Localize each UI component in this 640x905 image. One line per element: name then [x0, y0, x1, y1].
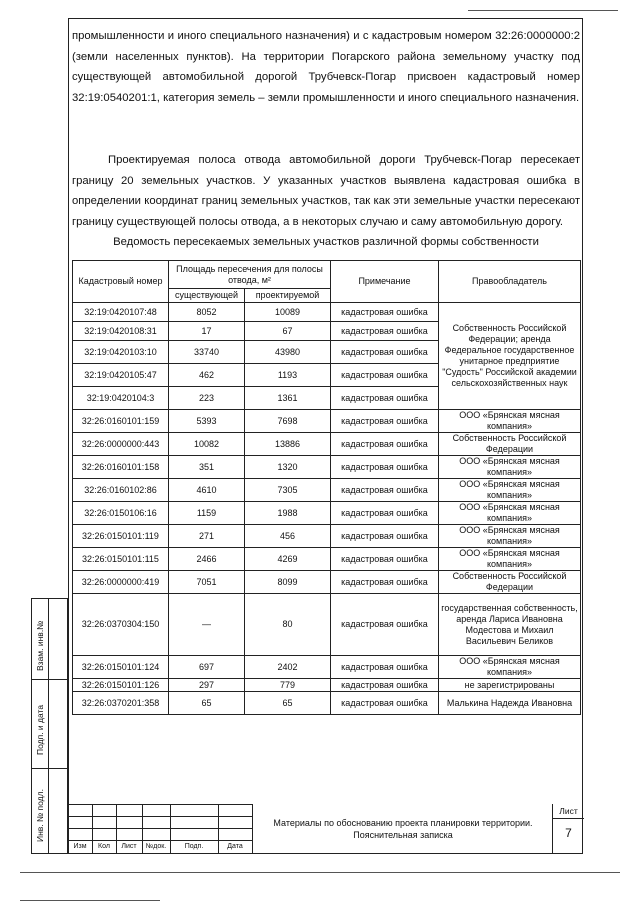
table-row	[73, 656, 581, 679]
owner-cell: государственная собственность, аренда Лариса Ивановна Модестова и Михаил Васильевич Беликов	[439, 594, 581, 656]
owner-cell: Собственность Российской Федерации; аренда Федеральное государственное унитарное предприятие "Судость" Российской академии сельскохозяйственных наук	[439, 303, 581, 410]
col-ndok-label: №док.	[145, 843, 167, 850]
table-row	[73, 679, 581, 692]
area-projected: 1361	[245, 387, 331, 410]
table-row	[73, 548, 581, 571]
sheet-label: Лист	[553, 806, 584, 819]
note-cell: кадастровая ошибка	[331, 479, 439, 502]
document-title-line2: Пояснительная записка	[353, 830, 453, 840]
owner-cell: не зарегистрированы	[439, 679, 581, 692]
area-projected: 67	[245, 322, 331, 341]
area-existing: 33740	[169, 341, 245, 364]
col-data-label: Дата	[227, 843, 243, 850]
owner-cell: Собственность Российской Федерации	[439, 571, 581, 594]
header-projected: проектируемой	[245, 289, 331, 303]
paragraph-2: Проектируемая полоса отвода автомобильной дороги Трубчевск-Погар пересекает границу 20 земельных участков. У указанных участков выявлена кадастровая ошибка в определении координат границ земельных участков, так как эти земельные участки пересекают границу существующей полосы отвода, а в некоторых случаю и саму автомобильную дорогу.	[72, 154, 580, 228]
area-existing: 5393	[169, 410, 245, 433]
note-cell: кадастровая ошибка	[331, 303, 439, 322]
header-owner: Правообладатель	[439, 261, 581, 303]
table-row	[73, 525, 581, 548]
note-cell: кадастровая ошибка	[331, 571, 439, 594]
cadastral-number: 32:26:0150101:124	[73, 656, 169, 679]
cadastral-number: 32:19:0420105:47	[73, 364, 169, 387]
area-projected: 2402	[245, 656, 331, 679]
podp-value-cell	[48, 679, 68, 769]
header-cadastral: Кадастровый номер	[73, 261, 169, 303]
col-kol-label: Кол	[98, 843, 110, 850]
table-row	[73, 571, 581, 594]
paragraph-1: промышленности и иного специального назначения) и с кадастровым номером 32:26:0000000:2 (земли населенных пунктов). На территории Погарского района земельному участку под существующей автомобильной дорогой Трубчевск-Погар присвоен кадастровый номер 32:19:0540201:1, категория земель – земли промышленности и иного специального назначения.	[72, 30, 580, 104]
owner-cell: ООО «Брянская мясная компания»	[439, 656, 581, 679]
note-cell: кадастровая ошибка	[331, 525, 439, 548]
top-rule	[468, 10, 618, 11]
cadastral-number: 32:19:0420108:31	[73, 322, 169, 341]
cadastral-number: 32:19:0420104:3	[73, 387, 169, 410]
note-cell: кадастровая ошибка	[331, 456, 439, 479]
area-existing: 297	[169, 679, 245, 692]
sheet-box	[552, 804, 584, 854]
document-title	[252, 804, 553, 854]
cadastral-number: 32:26:0150106:16	[73, 502, 169, 525]
inv-value-cell	[48, 768, 68, 854]
inv-label: Инв. № подл.	[35, 789, 45, 842]
area-projected: 65	[245, 692, 331, 715]
parcels-table	[72, 260, 581, 715]
cadastral-number: 32:26:0150101:119	[73, 525, 169, 548]
owner-cell: Собственность Российской Федерации	[439, 433, 581, 456]
table-row	[73, 410, 581, 433]
note-cell: кадастровая ошибка	[331, 410, 439, 433]
area-existing: 462	[169, 364, 245, 387]
table-row	[73, 594, 581, 656]
area-existing: 10082	[169, 433, 245, 456]
col-izm-label: Изм	[73, 843, 87, 850]
cadastral-number: 32:26:0160101:158	[73, 456, 169, 479]
document-title-line1: Материалы по обоснованию проекта планировки территории.	[273, 818, 533, 828]
cadastral-number: 32:26:0000000:443	[73, 433, 169, 456]
table-row	[73, 456, 581, 479]
area-existing: 65	[169, 692, 245, 715]
header-area: Площадь пересечения для полосы отвода, м²	[169, 261, 331, 289]
header-note: Примечание	[331, 261, 439, 303]
area-existing: —	[169, 594, 245, 656]
note-cell: кадастровая ошибка	[331, 364, 439, 387]
area-projected: 13886	[245, 433, 331, 456]
cadastral-number: 32:26:0370304:150	[73, 594, 169, 656]
area-projected: 8099	[245, 571, 331, 594]
cadastral-number: 32:19:0420107:48	[73, 303, 169, 322]
area-projected: 10089	[245, 303, 331, 322]
area-existing: 4610	[169, 479, 245, 502]
owner-cell: ООО «Брянская мясная компания»	[439, 456, 581, 479]
col-podp-label: Подп.	[184, 843, 204, 850]
note-cell: кадастровая ошибка	[331, 341, 439, 364]
note-cell: кадастровая ошибка	[331, 502, 439, 525]
owner-cell: Малькина Надежда Ивановна	[439, 692, 581, 715]
bottom-rule	[20, 872, 620, 873]
area-existing: 1159	[169, 502, 245, 525]
area-existing: 8052	[169, 303, 245, 322]
title-block	[68, 804, 583, 854]
table-row	[73, 692, 581, 715]
area-existing: 351	[169, 456, 245, 479]
area-projected: 4269	[245, 548, 331, 571]
area-projected: 456	[245, 525, 331, 548]
note-cell: кадастровая ошибка	[331, 692, 439, 715]
area-existing: 17	[169, 322, 245, 341]
area-projected: 1193	[245, 364, 331, 387]
cadastral-number: 32:26:0150101:126	[73, 679, 169, 692]
area-projected: 7698	[245, 410, 331, 433]
table-row	[73, 502, 581, 525]
vzam-value-cell	[48, 598, 68, 680]
bottom-rule-short	[20, 900, 160, 901]
owner-cell: ООО «Брянская мясная компания»	[439, 410, 581, 433]
title-block-rule	[68, 816, 252, 817]
table-row	[73, 303, 581, 322]
vzam-label: Взам. инв.№	[35, 620, 45, 671]
owner-cell: ООО «Брянская мясная компания»	[439, 548, 581, 571]
area-existing: 271	[169, 525, 245, 548]
area-existing: 697	[169, 656, 245, 679]
note-cell: кадастровая ошибка	[331, 548, 439, 571]
table-row	[73, 479, 581, 502]
owner-cell: ООО «Брянская мясная компания»	[439, 479, 581, 502]
cadastral-number: 32:26:0000000:419	[73, 571, 169, 594]
cadastral-number: 32:19:0420103:10	[73, 341, 169, 364]
area-projected: 7305	[245, 479, 331, 502]
note-cell: кадастровая ошибка	[331, 656, 439, 679]
table-row	[73, 433, 581, 456]
left-stamp-strip	[31, 598, 68, 854]
title-block-rule	[68, 840, 252, 841]
area-projected: 80	[245, 594, 331, 656]
owner-cell: ООО «Брянская мясная компания»	[439, 525, 581, 548]
note-cell: кадастровая ошибка	[331, 594, 439, 656]
note-cell: кадастровая ошибка	[331, 433, 439, 456]
cadastral-number: 32:26:0370201:358	[73, 692, 169, 715]
note-cell: кадастровая ошибка	[331, 679, 439, 692]
note-cell: кадастровая ошибка	[331, 387, 439, 410]
sheet-number: 7	[565, 826, 572, 840]
title-block-rule	[68, 804, 252, 805]
owner-cell: ООО «Брянская мясная компания»	[439, 502, 581, 525]
area-projected: 1320	[245, 456, 331, 479]
header-existing: существующей	[169, 289, 245, 303]
title-block-rule	[68, 828, 252, 829]
table-caption: Ведомость пересекаемых земельных участков различной формы собственности	[113, 236, 539, 248]
col-list-label: Лист	[121, 843, 137, 850]
podp-label: Подп. и дата	[35, 704, 45, 755]
area-projected: 43980	[245, 341, 331, 364]
note-cell: кадастровая ошибка	[331, 322, 439, 341]
cadastral-number: 32:26:0160102:86	[73, 479, 169, 502]
area-projected: 779	[245, 679, 331, 692]
area-projected: 1988	[245, 502, 331, 525]
cadastral-number: 32:26:0160101:159	[73, 410, 169, 433]
area-existing: 223	[169, 387, 245, 410]
area-existing: 7051	[169, 571, 245, 594]
cadastral-number: 32:26:0150101:115	[73, 548, 169, 571]
area-existing: 2466	[169, 548, 245, 571]
